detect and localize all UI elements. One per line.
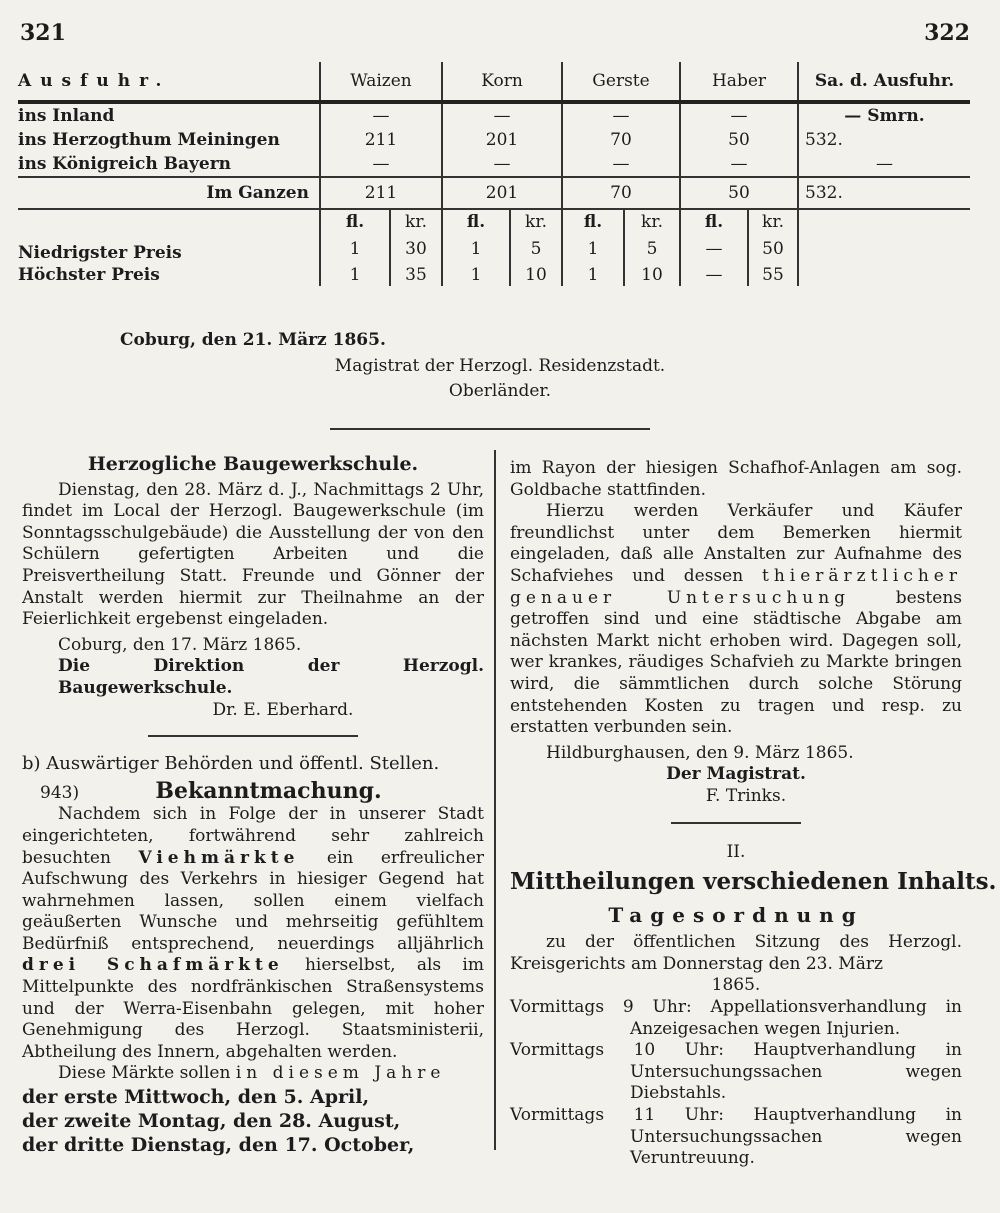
cell: 55 [748, 264, 798, 286]
notice-text: bestens getroffen sind und eine städtische Abgabe am nächsten Markt nicht erhoben wird. Dagegen soll, wer krankes, räudiges Schafvieh zu Markte bringen wird, die sämmtlichen durch solche Störung entstehenden Kosten zu tragen und resp. zu erstatten verbunden sein. [510, 587, 962, 738]
notice-title: Bekanntmachung. [155, 777, 382, 804]
left-column [22, 454, 484, 1157]
notice-untersuchung: thierärztlicher genauer Untersuchung [510, 565, 962, 608]
notice-text: Hierzu werden Verkäufer und Käufer freundlichst unter dem Bemerken hiermit eingeladen, daß alle Anstalten zur Aufnahme des Schafviehes und dessen [510, 501, 962, 586]
cell: — [320, 102, 442, 128]
cell: 1 [562, 264, 624, 286]
notice-body [510, 501, 962, 739]
notice-this-year: in diesem Jahre [235, 1063, 446, 1084]
table-row [18, 102, 970, 128]
row-label: Höchster Preis [18, 265, 160, 285]
cell: 70 [562, 177, 680, 209]
notice-continuation: im Rayon der hiesigen Schafhof-Anlagen am sog. Goldbache stattfinden. [510, 458, 962, 500]
table-row-units [18, 209, 970, 234]
unit-kr: kr. [390, 209, 442, 234]
section-title: Mittheilungen verschiedenen Inhalts. [510, 868, 997, 896]
divider [330, 428, 650, 430]
cell: 1 [442, 234, 510, 264]
cell: — [680, 264, 748, 286]
unit-fl: fl. [562, 209, 624, 234]
cell: 50 [748, 234, 798, 264]
cell: 5 [624, 234, 680, 264]
cell: 70 [562, 128, 680, 152]
cell: 211 [320, 177, 442, 209]
school-body: Dienstag, den 28. März d. J., Nachmittags 2 Uhr, findet im Local der Herzogl. Baugewerkschule (im Sonntagsschulgebäude) die Ausstellung der von den Schülern gefertigten Arbeiten und die Preisvertheilung Statt. Freunde und Gönner der Anstalt werden hiermit zur Theilnahme an der Feierlichkeit ergebenst eingeladen. [22, 479, 484, 630]
header-ausfuhr: Ausfuhr. [18, 62, 320, 102]
agenda-year: 1865. [711, 975, 761, 996]
page-number-right: 322 [924, 20, 970, 46]
cell: 10 [624, 264, 680, 286]
unit-kr: kr. [624, 209, 680, 234]
section-b-heading: b) Auswärtiger Behörden und öffentl. Stellen. [22, 753, 440, 775]
agenda-subtitle: zu der öffentlichen Sitzung des Herzogl. Kreisgerichts am Donnerstag den 23. März [510, 932, 962, 974]
notice-body [22, 804, 484, 1063]
agenda-item: Vormittags 9 Uhr: Appellationsverhandlung in Anzeigesachen wegen Injurien. [510, 997, 962, 1039]
unit-fl: fl. [320, 209, 390, 234]
cell: — [562, 102, 680, 128]
header-haber: Haber [680, 62, 798, 102]
cell: 1 [320, 234, 390, 264]
school-date: Coburg, den 17. März 1865. [58, 634, 302, 655]
cell: 1 [442, 264, 510, 286]
column-divider [494, 450, 496, 1150]
school-signature: Dr. E. Eberhard. [212, 699, 354, 720]
school-title: Herzogliche Baugewerkschule. [87, 453, 419, 475]
table-row [18, 234, 970, 264]
page-number-left: 321 [20, 20, 66, 46]
school-direction: Die Direktion der Herzogl. Baugewerkschule. [58, 656, 484, 698]
cell: 1 [562, 234, 624, 264]
notice-text: Nachdem sich in Folge der in unserer Stadt eingerichteten, fortwährend sehr zahlreich besuchten [22, 804, 484, 868]
row-label: Im Ganzen [18, 177, 320, 209]
cell: 5 [510, 234, 562, 264]
cell: 35 [390, 264, 442, 286]
notice-text: ein erfreulicher Aufschwung des Verkehrs in hiesiger Gegend hat wahrnehmen lassen, sollen einem vielfach geäußerten Wunsche und mehrseitig gefühltem Bedürfniß entsprechend, neuerdings alljährlich [22, 847, 485, 954]
header-korn: Korn [442, 62, 562, 102]
market-date-2: der zweite Montag, den 28. August, [22, 1110, 401, 1133]
cell: 50 [680, 128, 798, 152]
row-label: ins Inland [18, 106, 115, 126]
notice-text: Diese Märkte sollen [58, 1063, 231, 1084]
section-number: II. [726, 841, 746, 862]
agenda-item: Vormittags 11 Uhr: Hauptverhandlung in Untersuchungssachen wegen Veruntreuung. [510, 1105, 962, 1169]
header-summe: Sa. d. Ausfuhr. [798, 62, 970, 102]
notice-viehmaerkte: Viehmärkte [138, 847, 300, 868]
table-row [18, 128, 970, 152]
signature-oberlaender: Oberländer. [448, 381, 552, 401]
coburg-date: Coburg, den 21. März 1865. [120, 330, 386, 350]
cell: 532. [798, 177, 970, 209]
cell: 201 [442, 177, 562, 209]
unit-kr: kr. [748, 209, 798, 234]
cell: 10 [510, 264, 562, 286]
header-waizen: Waizen [320, 62, 442, 102]
notice-text: hierselbst, als im Mittelpunkte des nordfränkischen Straßensystems und der Werra-Eisenbahn gelegen, mit hoher Genehmigung des Herzogl. Staatsministerii, Abtheilung des Innern, abgehalten werden. [22, 955, 484, 1062]
divider [148, 735, 358, 737]
divider [671, 822, 801, 824]
cell: — [680, 102, 798, 128]
market-dates [22, 1085, 484, 1157]
row-label: Niedrigster Preis [18, 243, 182, 263]
cell: 532. [798, 128, 970, 152]
signature-trinks: F. Trinks. [705, 785, 787, 806]
header-gerste: Gerste [562, 62, 680, 102]
market-date-1: der erste Mittwoch, den 5. April, [22, 1086, 370, 1109]
cell: — [798, 152, 970, 177]
agenda-title: Tagesordnung [608, 902, 864, 927]
cell: 201 [442, 128, 562, 152]
magistrat-line: Der Magistrat. [666, 764, 806, 785]
table-row [18, 152, 970, 177]
row-label: ins Herzogthum Meiningen [18, 130, 280, 150]
cell: — [680, 152, 798, 177]
cell: — [680, 234, 748, 264]
hildburghausen-date: Hildburghausen, den 9. März 1865. [546, 742, 854, 763]
cell: — [320, 152, 442, 177]
row-label: ins Königreich Bayern [18, 154, 232, 174]
table-header-row [18, 62, 970, 102]
cell: 50 [680, 177, 798, 209]
unit-fl: fl. [680, 209, 748, 234]
cell: — [562, 152, 680, 177]
market-date-3: der dritte Dienstag, den 17. October, [22, 1134, 415, 1157]
unit-kr: kr. [510, 209, 562, 234]
magistrat-line: Magistrat der Herzogl. Residenzstadt. [334, 356, 666, 376]
unit-fl: fl. [442, 209, 510, 234]
table-row-total [18, 177, 970, 209]
notice-number: 943) [40, 782, 80, 803]
agenda-item: Vormittags 10 Uhr: Hauptverhandlung in Untersuchungssachen wegen Diebstahls. [510, 1040, 962, 1104]
cell: — [442, 102, 562, 128]
cell: — Smrn. [798, 102, 970, 128]
right-column [510, 458, 997, 1170]
notice-schafmaerkte: drei Schafmärkte [22, 955, 284, 976]
cell: — [442, 152, 562, 177]
cell: 1 [320, 264, 390, 286]
cell: 30 [390, 234, 442, 264]
export-table [18, 62, 970, 286]
notice-body [22, 1063, 484, 1085]
cell: 211 [320, 128, 442, 152]
table-row [18, 264, 970, 286]
